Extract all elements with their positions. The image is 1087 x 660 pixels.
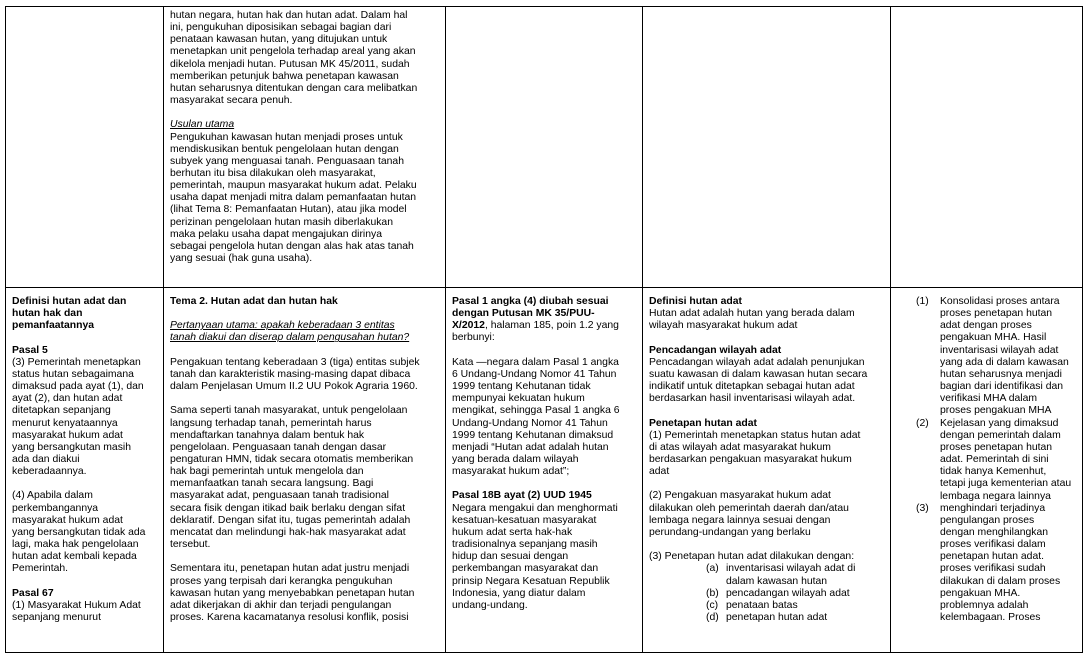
cell-paragraph: hutan negara, hutan hak dan hutan adat. Dalam hal ini, pengukuhan diposisikan sebagai bagian dari penataan kawasan hutan, yang ditujukan untuk menetapkan unit pengelola terhadap areal yang akan dikelola menjadi hutan. Putusan MK 45/2011, sudah memberikan petunjuk bahwa penetapan kawasan hutan seharusnya ditentukan dengan cara melibatkan masyarakat secara penuh. <box>170 10 418 107</box>
cell-title: Tema 2. Hutan adat dan hutan hak <box>170 296 338 307</box>
cell-paragraph: Negara mengakui dan menghormati kesatuan-kesatuan masyarakat hukum adat serta hak-hak tradisionalnya sepanjang masih hidup dan sesuai dengan perkembangan masyarakat dan prinsip Negara Kesatuan Republik Indonesia, yang diatur dalam undang-undang. <box>452 502 618 611</box>
cell-paragraph: (1) Pemerintah menetapkan status hutan adat di atas wilayah adat masyarakat hukum berdasarkan pengakuan masyarakat hukum adat <box>649 429 861 478</box>
recommendation-list <box>916 296 1081 624</box>
list-item <box>916 418 1081 503</box>
analysis-cell <box>170 296 442 651</box>
column-divider <box>642 6 643 653</box>
key-question: Pertanyaan utama: apakah keberadaan 3 entitas tanah diakui dan diserap dalam pengusahan hutan? <box>170 320 410 344</box>
recommendation-cell <box>916 296 1081 651</box>
section-heading: Penetapan hutan adat <box>649 417 757 429</box>
cell-paragraph: (3) Pemerintah menetapkan status hutan sebagaimana dimaksud pada ayat (1), dan ayat (2), dan hutan adat ditetapkan sepanjang menurut kenyataannya masyarakat hukum adat yang bersangkutan masih ada dan diakui keberadaannya. <box>12 356 144 478</box>
cell-paragraph: Pengakuan tentang keberadaan 3 (tiga) entitas subjek tanah dan karakteristik masing-masing dapat dibaca dalam Penjelasan Umum II.2 UU Pokok Agraria 1960. <box>170 356 420 393</box>
list-text: menghindari terjadinya pengulangan proses dengan menghilangkan proses verifikasi dalam penetapan hutan adat. proses verifikasi sudah dilakukan di dalam proses pengakuan MHA. problemnya adalah kelembagaan. Proses <box>940 502 1061 624</box>
cell-paragraph: Sementara itu, penetapan hutan adat justru menjadi proses yang terpisah dari kerangka pengukuhan kawasan hutan yang menyebabkan penetapan hutan adat dikerjakan di akhir dan terjadi pengulangan proses. Karena kacamatanya resolusi konflik, posisi <box>170 563 415 623</box>
cell-title: Definisi hutan adat dan hutan hak dan pemanfaatannya <box>12 296 127 332</box>
list-number: (c) <box>706 599 719 611</box>
cell-title: Definisi hutan adat <box>649 296 742 307</box>
cell-paragraph: (1) Masyarakat Hukum Adat sepanjang menurut <box>12 599 141 624</box>
table-border-top <box>5 6 1083 7</box>
regulation-cell <box>12 296 162 651</box>
list-number: (3) <box>916 502 929 514</box>
cell-paragraph: Kata —negara dalam Pasal 1 angka 6 Undang-Undang Nomor 41 Tahun 1999 tentang Kehutanan tidak mempunyai kekuatan hukum mengikat, sehingga Pasal 1 angka 6 Undang-Undang Nomor 41 Tahun 1999 tentang Kehutanan dimaksud menjadi “Hutan adat adalah hutan yang berada dalam wilayah masyarakat hukum adat”; <box>452 356 620 478</box>
list-number: (a) <box>706 563 719 575</box>
list-item <box>916 296 1081 418</box>
list-item <box>706 563 889 587</box>
cell-paragraph: Hutan adat adalah hutan yang berada dalam wilayah masyarakat hukum adat <box>649 308 855 332</box>
list-number: (1) <box>916 296 929 307</box>
article-heading: Pasal 18B ayat (2) UUD 1945 <box>452 490 592 502</box>
table-border-left <box>5 6 6 653</box>
cell-title: Pasal 1 angka (4) diubah sesuai dengan Putusan MK 35/PUU- X/2012 <box>452 296 609 332</box>
list-number: (b) <box>706 587 719 599</box>
list-text: Kejelasan yang dimaksud dengan pemerintah dalam proses penetapan hutan adat. Pemerintah di sini tidak hanya Kemenhut, tetapi juga kementerian atau lembaga negara lainnya <box>940 417 1072 502</box>
cell-paragraph: (2) Pengakuan masyarakat hukum adat dilakukan oleh pemerintah daerah dan/atau lembaga negara lainnya sesuai dengan perundang-undangan yang berlaku <box>649 490 849 538</box>
article-heading: Pasal 67 <box>12 587 54 599</box>
section-heading: Pencadangan wilayah adat <box>649 344 782 356</box>
ruling-cell <box>452 296 640 651</box>
list-number: (d) <box>706 612 719 623</box>
cell-paragraph: (4) Apabila dalam perkembangannya masyarakat hukum adat yang bersangkutan tidak ada lagi, maka hak pengelolaan hutan adat kembali kepada Pemerintah. <box>12 490 146 575</box>
list-text: pencadangan wilayah adat <box>726 587 850 599</box>
table-border-bottom <box>5 652 1083 653</box>
column-divider <box>890 6 891 653</box>
column-divider <box>445 6 446 653</box>
article-heading: Pasal 5 <box>12 344 48 356</box>
top-row-cell <box>170 10 442 286</box>
list-item <box>916 503 1081 625</box>
cell-paragraph: Pencadangan wilayah adat adalah penunjukan suatu kawasan di dalam kawasan hutan secara indikatif untuk ditetapkan sebagai hutan adat berdasarkan hasil inventarisasi wilayah adat. <box>649 356 868 405</box>
sub-list <box>649 563 889 624</box>
table-border-right <box>1082 6 1083 653</box>
list-text: Konsolidasi proses antara proses penetapan hutan adat dengan proses pengakuan MHA. Hasil inventarisasi wilayah adat yang ada di dalam kawasan hutan seharusnya menjadi bagian dari identifikasi dan verifikasi MHA dalam proses pengakuan MHA <box>940 296 1069 417</box>
list-item <box>706 600 889 612</box>
list-text: inventarisasi wilayah adat di dalam kawasan hutan <box>726 563 856 587</box>
cell-paragraph: Pengukuhan kawasan hutan menjadi proses untuk mendiskusikan bentuk pengelolaan hutan dengan subyek yang menguasai tanah. Penguasaan tanah berhutan itu bisa dilakukan oleh masyarakat, pemerintah, maupun masyarakat hukum adat. Pelaku usaha dapat menjadi mitra dalam pemanfaatan hutan (lihat Tema 8: Pemanfaatan Hutan), atau jika model perizinan pengelolaan hutan masih diberlakukan maka pelaku usaha dapat mengajukan dirinya sebagai pengelola hutan dengan alas hak atas tanah yang sesuai (hak guna usaha). <box>170 131 417 265</box>
list-text: penetapan hutan adat <box>726 612 828 623</box>
definition-cell <box>649 296 889 651</box>
list-text: penataan batas <box>726 599 798 611</box>
cell-paragraph: Sama seperti tanah masyarakat, untuk pengelolaan langsung terhadap tanah, pemerintah harus mendaftarkan tanahnya dalam bentuk hak pengelolaan. Penguasaan tanah dengan dasar pengaturan HMN, tidak secara otomatis memberikan hak bagi pemerintah untuk mengelola dan memanfaatkan tanah secara langsung. Bagi masyarakat adat, penguasaan tanah tradisional secara fisik dengan itikad baik berlaku dengan sifat deklaratif. Dengan sifat itu, tugas pemerintah adalah mencatat dan melindungi hak-hak masyarakat adat tersebut. <box>170 405 414 551</box>
row-divider <box>5 287 1083 288</box>
section-heading: Usulan utama <box>170 119 235 131</box>
list-item <box>706 612 889 624</box>
column-divider <box>163 6 164 653</box>
list-item <box>706 588 889 600</box>
cell-title-rest: , halaman 185, poin 1.2 yang berbunyi: <box>452 320 619 344</box>
cell-paragraph: (3) Penetapan hutan adat dilakukan dengan: <box>649 551 855 563</box>
list-number: (2) <box>916 417 929 429</box>
